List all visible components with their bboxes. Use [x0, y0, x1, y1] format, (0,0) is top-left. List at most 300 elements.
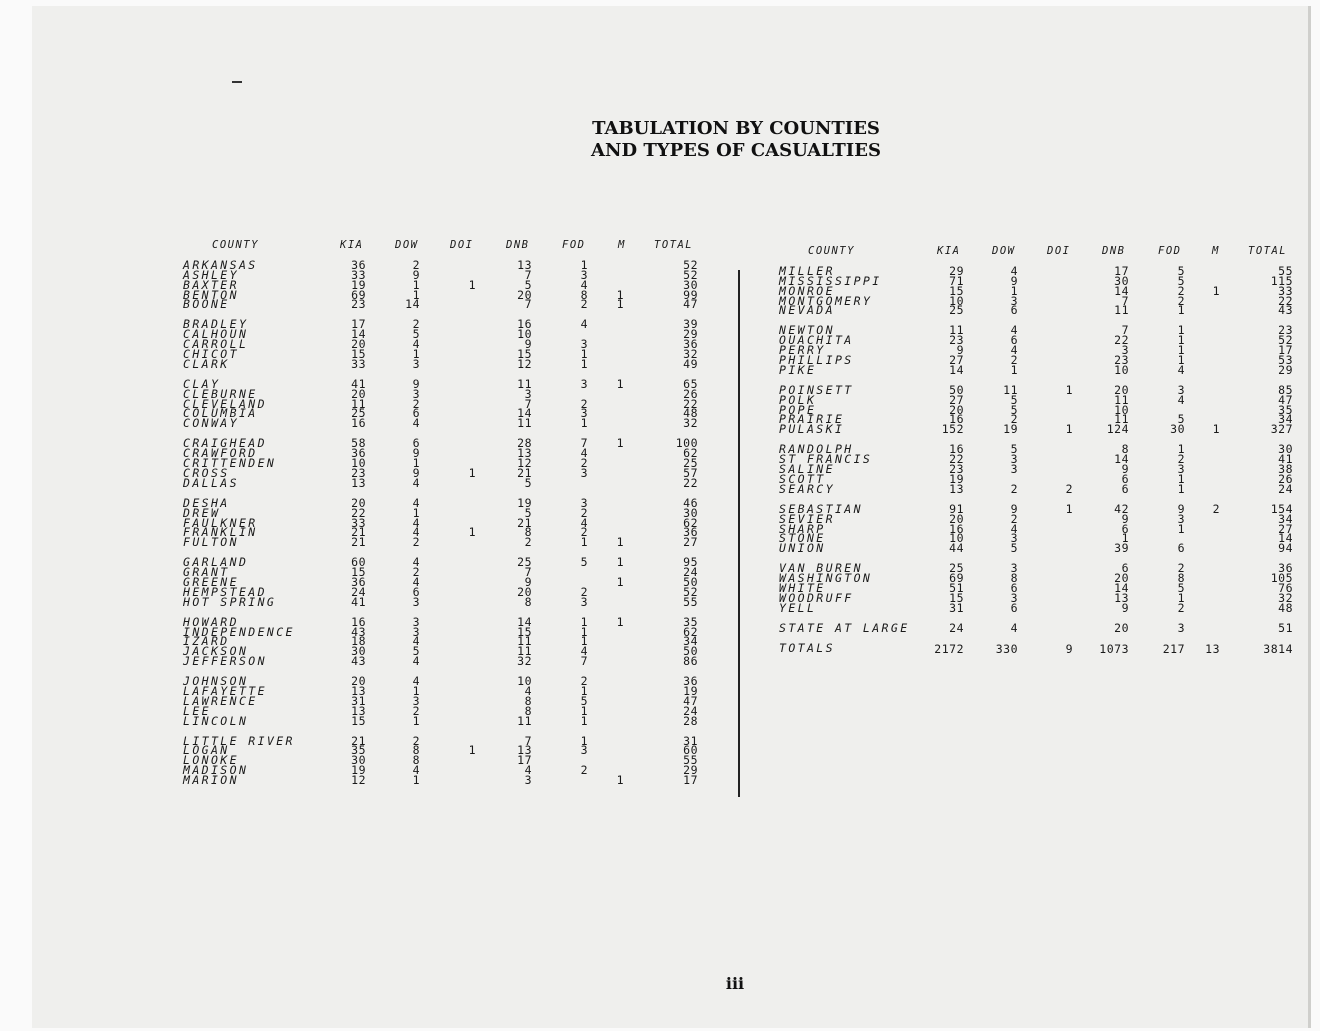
county-name: STONE	[779, 531, 826, 546]
county-name: STATE AT LARGE	[779, 620, 910, 635]
cell-kia: 13	[351, 475, 366, 490]
cell-dow: 6	[1010, 580, 1018, 595]
cell-dow: 4	[1010, 343, 1018, 358]
cell-total: 24	[683, 703, 698, 718]
cell-kia: 16	[949, 521, 964, 536]
cell-dow: 2	[412, 535, 420, 550]
cell-dnb: 17	[517, 753, 532, 768]
county-name: COLUMBIA	[183, 406, 258, 421]
stray-mark	[232, 81, 242, 83]
county-name: LAWRENCE	[183, 693, 258, 708]
cell-dow: 3	[412, 693, 420, 708]
cell-doi: 1	[468, 465, 476, 480]
cell-fod: 2	[1177, 452, 1185, 467]
cell-kia: 19	[351, 277, 366, 292]
cell-fod: 1	[1177, 353, 1185, 367]
cell-total: 76	[1278, 580, 1293, 595]
cell-dow: 1	[412, 713, 420, 728]
cell-dnb: 8	[524, 693, 532, 708]
total-kia: 2172	[934, 641, 964, 656]
cell-dnb: 4	[524, 684, 532, 698]
cell-m: 1	[616, 297, 624, 312]
cell-dnb: 6	[1121, 481, 1129, 496]
cell-total: 48	[683, 406, 698, 421]
cell-dow: 3	[1010, 462, 1018, 477]
county-name: CLEVELAND	[183, 396, 267, 411]
cell-kia: 13	[351, 684, 366, 698]
cell-dow: 1	[412, 456, 420, 471]
cell-dnb: 20	[517, 584, 532, 599]
county-name: FULTON	[183, 535, 239, 550]
cell-dnb: 7	[524, 267, 532, 282]
cell-dow: 1	[412, 684, 420, 698]
cell-total: 38	[1278, 462, 1293, 477]
cell-dnb: 8	[524, 525, 532, 540]
cell-kia: 23	[351, 297, 366, 312]
county-name: FAULKNER	[183, 515, 258, 530]
cell-dow: 1	[412, 277, 420, 292]
cell-kia: 30	[351, 644, 366, 659]
cell-kia: 35	[351, 743, 366, 758]
cell-kia: 21	[351, 535, 366, 550]
cell-total: 30	[683, 277, 698, 292]
county-name: JOHNSON	[183, 674, 249, 689]
cell-dow: 3	[412, 624, 420, 639]
cell-dnb: 20	[517, 287, 532, 302]
cell-kia: 10	[351, 456, 366, 471]
cell-kia: 152	[941, 422, 964, 437]
county-name: CONWAY	[183, 416, 239, 431]
county-name: CROSS	[183, 465, 230, 480]
column-header-m: M	[618, 239, 626, 251]
cell-fod: 2	[580, 674, 588, 689]
total-dnb: 1073	[1099, 641, 1129, 656]
cell-total: 47	[683, 297, 698, 312]
cell-dow: 9	[412, 267, 420, 282]
cell-total: 46	[683, 495, 698, 510]
cell-total: 62	[683, 624, 698, 639]
cell-fod: 1	[1177, 590, 1185, 605]
cell-kia: 33	[351, 515, 366, 530]
cell-dnb: 21	[517, 465, 532, 480]
cell-kia: 31	[351, 693, 366, 708]
cell-total: 24	[683, 565, 698, 580]
cell-total: 26	[683, 386, 698, 401]
cell-total: 29	[1278, 362, 1293, 377]
cell-fod: 4	[1177, 392, 1185, 407]
cell-m: 1	[616, 555, 624, 570]
cell-kia: 25	[949, 561, 964, 576]
cell-kia: 16	[949, 442, 964, 457]
county-name: SEBASTIAN	[779, 501, 863, 516]
cell-fod: 2	[1177, 283, 1185, 298]
county-name: HOWARD	[183, 614, 239, 629]
cell-dnb: 11	[517, 634, 532, 649]
cell-dow: 4	[1010, 323, 1018, 338]
county-name: HOT SPRING	[183, 594, 277, 609]
county-name: PULASKI	[779, 422, 845, 437]
cell-fod: 3	[580, 337, 588, 352]
cell-fod: 1	[580, 416, 588, 431]
column-header-total: TOTAL	[654, 239, 694, 251]
cell-dnb: 28	[517, 436, 532, 451]
cell-dnb: 19	[517, 495, 532, 510]
cell-fod: 4	[580, 644, 588, 659]
cell-dow: 9	[412, 376, 420, 391]
county-name: LOGAN	[183, 743, 230, 758]
county-name: YELL	[779, 600, 817, 615]
cell-fod: 5	[1177, 580, 1185, 595]
cell-dow: 2	[412, 258, 420, 272]
cell-dow: 4	[412, 525, 420, 540]
cell-dnb: 8	[1121, 442, 1129, 457]
cell-kia: 16	[949, 412, 964, 427]
cell-kia: 22	[351, 505, 366, 520]
county-name: CARROLL	[183, 337, 249, 352]
cell-fod: 1	[580, 347, 588, 361]
county-name: POLK	[779, 392, 817, 407]
cell-fod: 1	[580, 258, 588, 272]
cell-fod: 3	[1177, 462, 1185, 477]
cell-fod: 1	[580, 713, 588, 728]
cell-dnb: 10	[1114, 402, 1129, 417]
cell-total: 85	[1278, 382, 1293, 397]
column-header-fod: FOD	[1158, 245, 1182, 257]
cell-fod: 2	[580, 456, 588, 471]
cell-total: 14	[1278, 531, 1293, 546]
county-name: GREENE	[183, 574, 239, 589]
cell-dnb: 30	[1114, 273, 1129, 288]
cell-total: 29	[683, 763, 698, 778]
cell-fod: 2	[580, 505, 588, 520]
cell-dow: 4	[412, 337, 420, 352]
cell-kia: 20	[351, 495, 366, 510]
cell-dnb: 9	[1121, 462, 1129, 477]
county-name: PRAIRIE	[779, 412, 845, 427]
county-name: NEVADA	[779, 303, 835, 318]
county-name: SEARCY	[779, 481, 835, 496]
cell-dnb: 42	[1114, 501, 1129, 516]
cell-dnb: 11	[1114, 303, 1129, 318]
cell-dow: 4	[1010, 620, 1018, 635]
cell-dnb: 10	[517, 327, 532, 342]
cell-fod: 7	[580, 654, 588, 669]
cell-dnb: 14	[1114, 283, 1129, 298]
cell-dow: 2	[412, 317, 420, 332]
cell-fod: 3	[580, 465, 588, 480]
cell-dnb: 16	[517, 317, 532, 332]
cell-fod: 1	[1177, 333, 1185, 348]
cell-kia: 41	[351, 376, 366, 391]
cell-kia: 25	[949, 303, 964, 318]
cell-dow: 4	[412, 763, 420, 778]
cell-dow: 6	[1010, 303, 1018, 318]
cell-dnb: 22	[1114, 333, 1129, 348]
cell-dow: 8	[412, 743, 420, 758]
cell-total: 154	[1270, 501, 1293, 516]
cell-total: 53	[1278, 353, 1293, 367]
cell-kia: 15	[351, 347, 366, 361]
cell-dow: 4	[1010, 521, 1018, 536]
cell-dnb: 11	[517, 644, 532, 659]
cell-fod: 4	[1177, 362, 1185, 377]
county-name: VAN BUREN	[779, 561, 863, 576]
county-name: PHILLIPS	[779, 353, 854, 367]
county-name: CALHOUN	[183, 327, 249, 342]
column-header-dnb: DNB	[1102, 245, 1126, 257]
cell-kia: 58	[351, 436, 366, 451]
cell-dow: 3	[412, 356, 420, 371]
total-fod: 217	[1162, 641, 1185, 656]
cell-dnb: 6	[1121, 471, 1129, 486]
cell-total: 55	[1278, 264, 1293, 278]
cell-dow: 3	[1010, 452, 1018, 467]
cell-kia: 14	[949, 362, 964, 377]
cell-dnb: 1	[1121, 531, 1129, 546]
cell-total: 23	[1278, 323, 1293, 338]
county-name: MONROE	[779, 283, 835, 298]
cell-dnb: 9	[1121, 511, 1129, 526]
county-name: CLEBURNE	[183, 386, 258, 401]
cell-fod: 3	[580, 376, 588, 391]
cell-dnb: 8	[524, 594, 532, 609]
cell-total: 52	[1278, 333, 1293, 348]
cell-dnb: 14	[517, 406, 532, 421]
cell-dow: 1	[1010, 362, 1018, 377]
cell-fod: 1	[1177, 481, 1185, 496]
cell-fod: 2	[580, 297, 588, 312]
cell-fod: 1	[580, 624, 588, 639]
cell-total: 48	[1278, 600, 1293, 615]
column-header-doi: DOI	[450, 239, 474, 251]
cell-total: 50	[683, 574, 698, 589]
cell-total: 24	[1278, 481, 1293, 496]
county-name: POPE	[779, 402, 817, 417]
cell-total: 94	[1278, 541, 1293, 556]
column-header-m: M	[1212, 245, 1220, 257]
county-name: PIKE	[779, 362, 817, 377]
cell-kia: 36	[351, 446, 366, 461]
cell-kia: 16	[351, 614, 366, 629]
column-header-dow: DOW	[395, 239, 419, 251]
cell-dnb: 2	[524, 535, 532, 550]
cell-kia: 13	[351, 703, 366, 718]
cell-fod: 1	[1177, 303, 1185, 318]
cell-fod: 2	[1177, 293, 1185, 308]
cell-kia: 20	[351, 337, 366, 352]
column-header-fod: FOD	[562, 239, 586, 251]
column-header-dow: DOW	[992, 245, 1016, 257]
cell-fod: 2	[1177, 561, 1185, 576]
cell-kia: 10	[949, 293, 964, 308]
cell-total: 34	[1278, 412, 1293, 427]
cell-kia: 20	[351, 386, 366, 401]
cell-total: 52	[683, 258, 698, 272]
cell-dnb: 12	[517, 456, 532, 471]
cell-doi: 1	[468, 525, 476, 540]
cell-dnb: 14	[1114, 580, 1129, 595]
cell-dow: 5	[412, 644, 420, 659]
cell-doi: 2	[1065, 481, 1073, 496]
cell-dnb: 10	[517, 674, 532, 689]
cell-kia: 36	[351, 258, 366, 272]
cell-fod: 2	[580, 584, 588, 599]
cell-total: 17	[683, 773, 698, 787]
county-name: HEMPSTEAD	[183, 584, 267, 599]
cell-total: 47	[683, 693, 698, 708]
cell-total: 99	[683, 287, 698, 302]
cell-kia: 24	[949, 620, 964, 635]
county-name: ST FRANCIS	[779, 452, 873, 467]
cell-dnb: 7	[1121, 323, 1129, 338]
cell-fod: 6	[1177, 541, 1185, 556]
cell-dow: 1	[1010, 283, 1018, 298]
cell-kia: 69	[949, 571, 964, 586]
cell-dow: 6	[412, 584, 420, 599]
cell-dnb: 11	[517, 416, 532, 431]
cell-kia: 51	[949, 580, 964, 595]
cell-kia: 71	[949, 273, 964, 288]
cell-kia: 19	[949, 471, 964, 486]
cell-dow: 3	[412, 386, 420, 401]
cell-dnb: 9	[1121, 600, 1129, 615]
cell-kia: 22	[949, 452, 964, 467]
cell-total: 51	[1278, 620, 1293, 635]
cell-kia: 33	[351, 267, 366, 282]
cell-kia: 31	[949, 600, 964, 615]
cell-fod: 9	[1177, 501, 1185, 516]
cell-total: 29	[683, 327, 698, 342]
county-name: NEWTON	[779, 323, 835, 338]
county-name: MARION	[183, 773, 239, 787]
county-name: FRANKLIN	[183, 525, 258, 540]
cell-kia: 17	[351, 317, 366, 332]
cell-kia: 15	[351, 713, 366, 728]
cell-dnb: 6	[1121, 561, 1129, 576]
cell-m: 1	[616, 535, 624, 550]
page-title	[536, 118, 936, 162]
cell-total: 43	[1278, 303, 1293, 318]
cell-total: 34	[683, 634, 698, 649]
cell-dnb: 39	[1114, 541, 1129, 556]
cell-fod: 4	[580, 317, 588, 332]
county-name: MILLER	[779, 264, 835, 278]
cell-fod: 1	[1177, 323, 1185, 338]
cell-kia: 15	[949, 590, 964, 605]
cell-dnb: 124	[1106, 422, 1129, 437]
cell-total: 22	[683, 396, 698, 411]
cell-dnb: 9	[524, 337, 532, 352]
cell-total: 25	[683, 456, 698, 471]
county-name: UNION	[779, 541, 826, 556]
cell-dow: 2	[1010, 353, 1018, 367]
cell-total: 105	[1270, 571, 1293, 586]
cell-kia: 11	[949, 323, 964, 338]
county-name: LITTLE RIVER	[183, 733, 295, 748]
county-name: CLAY	[183, 376, 221, 391]
cell-fod: 5	[1177, 273, 1185, 288]
cell-fod: 3	[580, 406, 588, 421]
cell-dnb: 17	[1114, 264, 1129, 278]
cell-total: 32	[683, 416, 698, 431]
cell-kia: 13	[949, 481, 964, 496]
cell-dow: 2	[412, 565, 420, 580]
cell-dow: 2	[1010, 412, 1018, 427]
cell-dow: 8	[1010, 571, 1018, 586]
cell-dow: 4	[412, 674, 420, 689]
cell-dnb: 7	[524, 396, 532, 411]
cell-dow: 4	[412, 555, 420, 570]
county-name: POINSETT	[779, 382, 854, 397]
cell-dnb: 6	[1121, 521, 1129, 536]
cell-dow: 4	[412, 515, 420, 530]
title-line-2: AND TYPES OF CASUALTIES	[591, 140, 881, 161]
cell-dnb: 20	[1114, 571, 1129, 586]
cell-dow: 4	[412, 475, 420, 490]
cell-fod: 3	[1177, 511, 1185, 526]
column-header-total: TOTAL	[1248, 245, 1288, 257]
cell-kia: 29	[949, 264, 964, 278]
cell-kia: 24	[351, 584, 366, 599]
cell-kia: 9	[956, 343, 964, 358]
county-name: MONTGOMERY	[779, 293, 873, 308]
county-name: CLARK	[183, 356, 230, 371]
county-name: JEFFERSON	[183, 654, 267, 669]
cell-kia: 27	[949, 353, 964, 367]
cell-kia: 19	[351, 763, 366, 778]
cell-total: 31	[683, 733, 698, 748]
county-name: SALINE	[779, 462, 835, 477]
cell-kia: 16	[351, 416, 366, 431]
cell-fod: 1	[580, 733, 588, 748]
cell-total: 36	[1278, 561, 1293, 576]
cell-kia: 25	[351, 406, 366, 421]
cell-m: 1	[616, 773, 624, 787]
cell-dow: 3	[412, 594, 420, 609]
cell-fod: 3	[1177, 382, 1185, 397]
cell-dnb: 13	[517, 446, 532, 461]
cell-fod: 1	[580, 703, 588, 718]
cell-dow: 9	[412, 465, 420, 480]
cell-kia: 50	[949, 382, 964, 397]
cell-fod: 1	[1177, 471, 1185, 486]
cell-dnb: 3	[1121, 343, 1129, 358]
cell-dnb: 15	[517, 624, 532, 639]
cell-total: 32	[683, 347, 698, 361]
county-name: OUACHITA	[779, 333, 854, 348]
cell-dnb: 32	[517, 654, 532, 669]
county-name: MISSISSIPPI	[779, 273, 882, 288]
cell-kia: 10	[949, 531, 964, 546]
cell-dow: 9	[1010, 501, 1018, 516]
county-name: BAXTER	[183, 277, 239, 292]
county-name: INDEPENDENCE	[183, 624, 295, 639]
cell-dow: 8	[412, 753, 420, 768]
county-name: ARKANSAS	[183, 258, 258, 272]
cell-dow: 5	[1010, 392, 1018, 407]
cell-dow: 4	[412, 495, 420, 510]
cell-dow: 1	[412, 505, 420, 520]
cell-dnb: 10	[1114, 362, 1129, 377]
cell-fod: 2	[580, 763, 588, 778]
cell-kia: 23	[351, 465, 366, 480]
cell-m: 1	[616, 376, 624, 391]
cell-dnb: 8	[524, 703, 532, 718]
cell-total: 55	[683, 594, 698, 609]
cell-dnb: 13	[1114, 590, 1129, 605]
cell-dow: 9	[412, 446, 420, 461]
page-number: iii	[725, 974, 745, 993]
